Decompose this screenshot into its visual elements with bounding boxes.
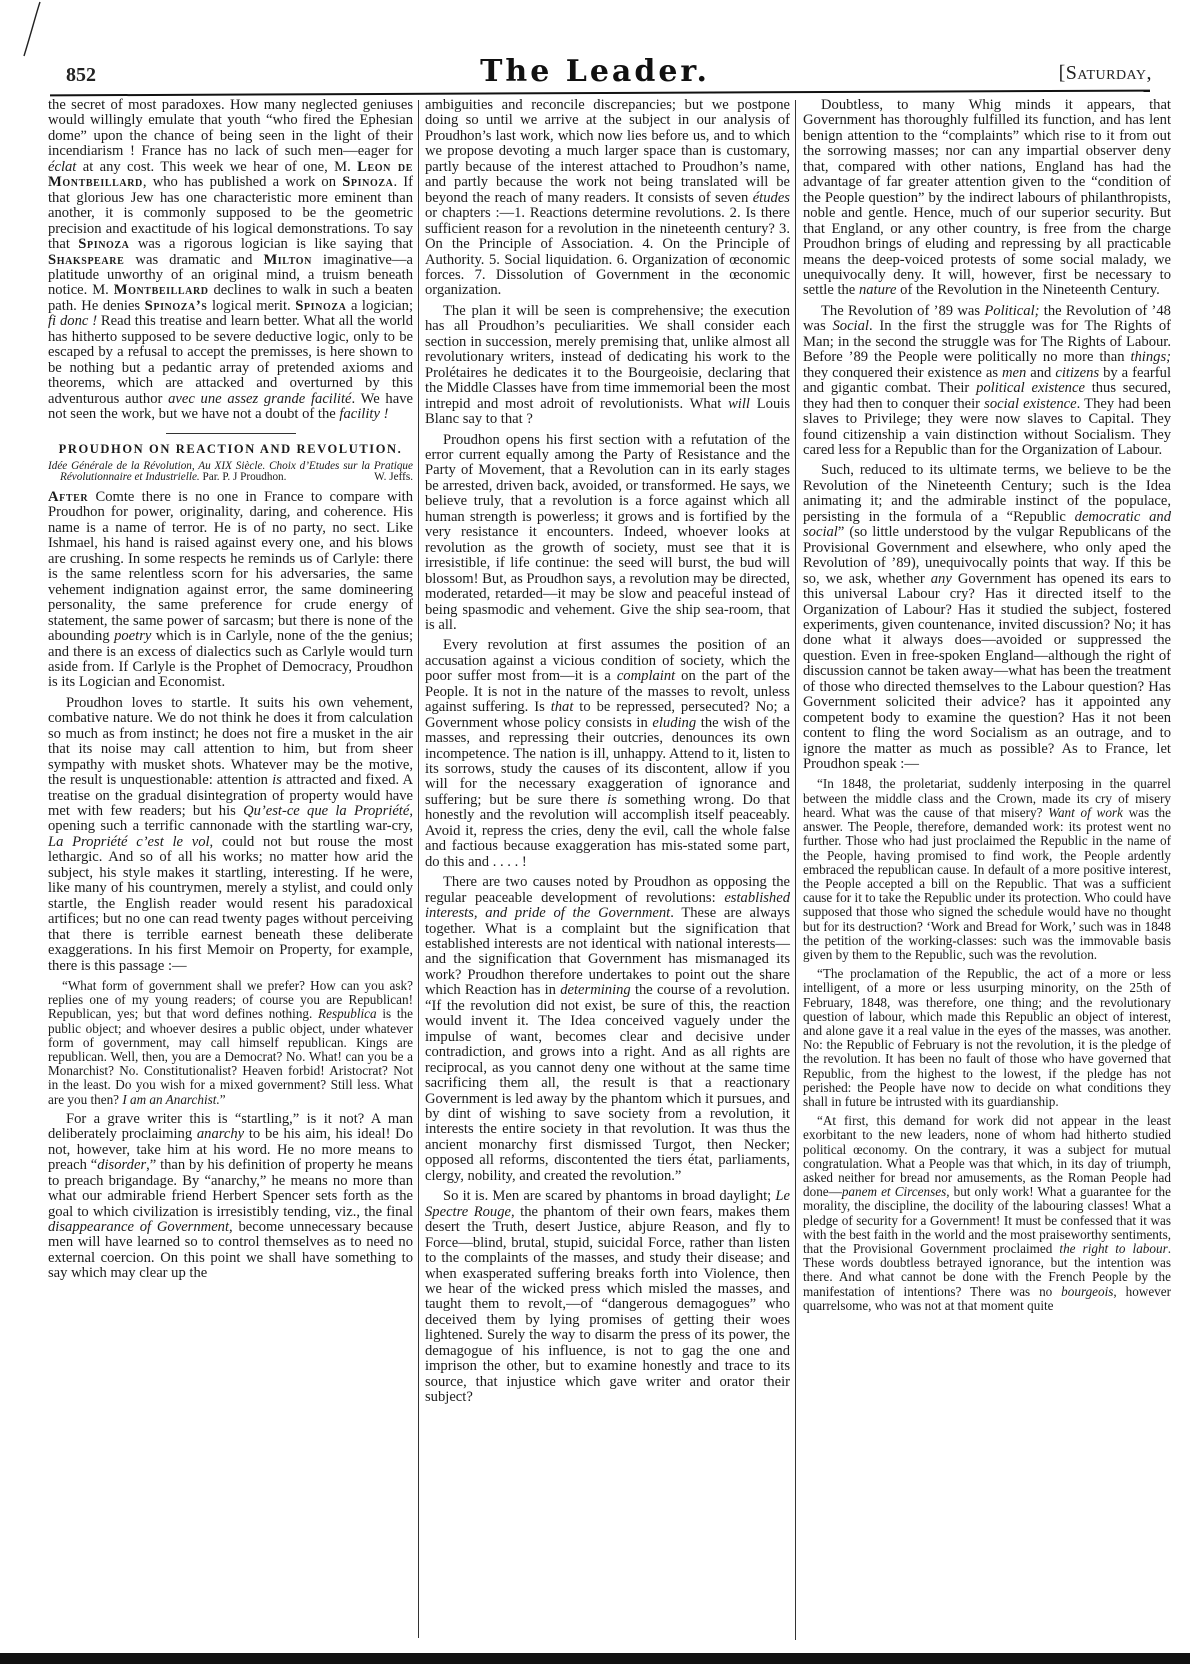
italic-text: facility ! (339, 406, 389, 423)
small-caps-name: Milton (263, 251, 312, 268)
paragraph: The Revolution of ’89 was Political; the Revolution of ’48 was Social. In the first the struggle was for The Rights of Man; in the second the struggle was for The Rights of Labour. Before ’89 the People were politically no more than things; they conquered their existence as men and citizens by a fearful and gigantic combat. Their political existence thus secured, they had then to conquer their social existence. They had been slaves to Privilege; they were now slaves to Capital. They found citizenship a vain distinction without Socialism. They cared less for a Republic than for the Organization of Labour. (803, 302, 1172, 458)
small-caps-name: Spinoza’s (144, 297, 208, 314)
section-divider (166, 433, 296, 434)
column-3 (803, 98, 1171, 1318)
paragraph: Such, reduced to its ultimate terms, we believe to be the Revolution of the Nineteenth Century; such is the Idea animating it; and the admirable instinct of the populace, persisting in the formula of a “Republic democratic and social” (so little understood by the vulgar Republicans of the Provisional Government and elsewhere, who only aped the Revolution of ’89), unequivocally points that way. If this be so, we ask, whether any Government has opened its ears to this universal Labour cry? Has it directed itself to the Organization of Labour? Has it studied the subject, fostered experiments, given countenance, invited discussion? No; it has done what it always does—avoided or suppressed the question. Even in free-spoken England—although the right of discussion cannot be taken away—what has been the treatment of those who directed themselves to the Labour question? Has Government solicited their advice? has it appointed any competent body to examine the question? Has it not been content to fling the word Socialism as an outrage, and to ignore the matter as much as possible? As to France, let Proudhon speak :— (803, 462, 1171, 773)
small-caps-name: Spinoza (342, 174, 394, 191)
small-caps-name: Montbeillard (113, 282, 209, 299)
italic-text: will (728, 395, 750, 412)
italic-text: anarchy (196, 1126, 245, 1143)
italic-text: political existence (976, 380, 1085, 397)
column-divider (418, 100, 419, 1638)
italic-text: democratic and social (803, 508, 1171, 541)
quoted-paragraph: “What form of government shall we prefer? How can you ask? replies one of my young readers; of course you are Republican! Republican, yes; but that word defines nothing. Respublica is the public object; and whoever desires a public object, under whatever form of government, may call himself republican. Kings are republican. Well, then, you are a Democrat? No. What! can you be a Monarchist? No. Constitutionalist? Heaven forbid! Aristocrat? Not in the least. Do you wish for a mixed government? Still less. What are you then? I am an Anarchist.” (48, 978, 413, 1107)
italic-text: avec une assez grande facilité (168, 390, 352, 407)
scan-bottom-edge (0, 1653, 1190, 1664)
paragraph: After Comte there is no one in France to compare with Proudhon for power, originality, daring, and coherence. His name is a name of terror. He is of no party, no sect. Like Ishmael, his hand is raised against every one, and his blows are crushing. In some respects he reminds us of Carlyle: there is the same relentless scorn for his adversaries, the same vehement indignation against error, the same domineering personality, the same preference for crude energy of statement, the same power of sarcasm; but there is none of the abounding poetry which is in Carlyle, none of the the genius; and there is an excess of dialectics such as Carlyle would turn aside from. If Carlyle is the Prophet of Democracy, Proudhon is its Logician and Economist. (48, 488, 414, 691)
italic-text: that (550, 699, 574, 716)
italic-text: Political; (984, 302, 1040, 319)
italic-text: La Propriété c’est le vol (48, 833, 210, 850)
small-caps-name: Spinoza (295, 297, 347, 314)
italic-text: is (272, 772, 282, 789)
italic-text: things; (1130, 349, 1171, 366)
paragraph: the secret of most paradoxes. How many neglected geniuses would willingly emulate that youth “who fired the Ephesian dome” upon the chance of being seen in the light of their incendiarism ! France has no lack of such men—eager for éclat at any cost. This week we hear of one, M. Leon de Montbeillard, who has published a work on Spinoza. If that glorious Jew has one characteristic more eminent than another, it is commonly supposed to be the geometric precision and exactitude of his logical demonstrations. To say that Spinoza was a rigorous logician is like saying that Shakspeare was dramatic and Milton imaginative—a platitude unworthy of an original mind, a truism beneath notice. M. Montbeillard declines to walk in such a beaten path. He denies Spinoza’s logical merit. Spinoza a logician; fi donc ! Read this treatise and learn better. What all the world has hitherto supposed to be severe deductive logic, only to be escaped by a refusal to accept the premisses, is here shown to be nothing but a pedantic array of pretended axioms and theorems, which are attacked and overturned by this adventurous author avec une assez grande facilité. We have not seen the work, but we have not a doubt of the facility ! (48, 97, 414, 423)
italic-text: Want of work (1048, 804, 1123, 820)
paragraph: There are two causes noted by Proudhon as opposing the regular peaceable development of revolutions: established interests, and pride of the Government. These are always together. What is a complaint but the signification that established interests are not identical with national interests—and the signification that Government has mismanaged its work? Proudhon therefore undertakes to point out the share which Reaction has in determining the course of a revolution. “If the revolution did not exist, be sure of this, the reaction would invent it. The Idea conceived vaguely under the impulse of want, becomes clear and decisive under contradiction, and grows into a right. And as all rights are reciprocal, as you cannot deny one without at the same time sacrificing them all, the result is that a reactionary Government is led away by the phantom which it pursues, and by dint of wishing to save society from a revolution, it interests the entire society in that revolution. It was thus the ancient monarchy first dismissed Turgot, then Necker; opposed all reforms, discontented the tiers état, parliaments, clergy, nobility, and created the revolution.” (425, 874, 790, 1184)
italic-text: panem et Circenses (841, 1184, 947, 1200)
issue-day: [Saturday, (1058, 62, 1152, 84)
column-2 (425, 98, 790, 1411)
italic-text: any (930, 570, 952, 587)
quoted-paragraph: “At first, this demand for work did not appear in the least exorbitant to the new leaders, none of whom had hitherto studied political œconomy. On the contrary, it was a subject for mutual congratulation. What a People was that which, in its day of triumph, asked neither for bread nor amusements, as the Roman People had done—panem et Circenses, but only work! What a guarantee for the morality, the discipline, the docility of the labouring classes! What a pledge of security for a Government! It must be confessed that it was with the best faith in the world and the most praiseworthy sentiments, that the Provisional Government proclaimed the right to labour. These words doubtless betrayed ignorance, but the intention was there. And what cannot be done with the French People by the manifestation of intentions? There was no bourgeois, however quarrelsome, who was not at that moment quite (803, 1113, 1172, 1313)
italic-text: eluding (652, 714, 697, 731)
small-caps-name: Shakspeare (48, 251, 125, 268)
newspaper-title: The Leader. (480, 54, 710, 89)
italic-text: complaint (616, 668, 676, 685)
italic-text: études (752, 189, 790, 206)
small-caps-name: After (48, 488, 89, 505)
paragraph: So it is. Men are scared by phantoms in broad daylight; Le Spectre Rouge, the phantom of their own fears, makes them desert the Truth, desert Justice, abjure Reason, and fly to Force—blind, brutal, stupid, suicidal Force, rather than listen to the complaints of the masses, and study their disease; and when exasperated suffering breaks forth into Violence, then we hear of the wicked press which misled the masses, and taught them to revolt,—of “dangerous demagogues” who deceived them by lying promises of getting their woes lightened. Surely the way to disarm the press of its power, the demagogue of his influence, is not to gag the one and imprison the other, but to examine honestly and trace to its source, that injustice which gave writer and orator their subject? (425, 1188, 790, 1406)
quoted-paragraph: “The proclamation of the Republic, the act of a more or less intelligent, of a more or less usurping minority, on the 25th of February, 1848, was therefore, one thing; and the revolutionary question of labour, which made this Republic an object of interest, and alone gave it a real value in the eyes of the masses, was another. No: the Republic of February is not the revolution, it is the pledge of the revolution. It has been no fault of those who have governed that Republic, from the highest to the lowest, if the pledge has not perished: the People have now to decide on what conditions they shall in future be intrusted with its guardianship. (803, 966, 1171, 1109)
italic-text: social existence (984, 395, 1077, 412)
paragraph: For a grave writer this is “startling,” is it not? A man deliberately proclaiming anarchy to be his aim, his ideal! Do not, however, take him at his word. He no more means to preach “disorder,” than by his definition of property he means to preach brigandage. By “anarchy,” he means no more than what our admirable friend Herbert Spencer sets forth as the goal to which civilization is irresistibly tending, viz., the final disappearance of Government, become unnecessary because men will have learned so to control themselves as to need no external coercion. On this point we shall have something to say which may clear up the (48, 1110, 414, 1282)
paragraph: Proudhon opens his first section with a refutation of the error current equally among the Party of Resistance and the Party of Movement, that a Revolution can in its early stages be arrested, driven back, avoided, or transformed. He says, we believe truly, that a revolution is a force against which all human strength is powerless; it grows and is fortified by the very resistance it encounters. Indeed, whoever looks at revolution as the growth of society, must see that it is irresistible, if life continue: the seed will burst, the bud will blossom! But, as Proudhon says, a revolution may be directed, moderated, retarded—it may be slow and peaceful instead of being spasmodic and vehement. Give the ship sea-room, that is all. (425, 431, 790, 633)
italic-text: disappearance of Government (48, 1219, 230, 1236)
column-3-body (803, 98, 1171, 1313)
italic-text: nature (858, 282, 897, 299)
italic-text: is (607, 791, 617, 808)
masthead (0, 44, 1190, 88)
article-heading: PROUDHON ON REACTION AND REVOLUTION. (58, 441, 403, 456)
italic-text: men (1001, 364, 1027, 381)
italic-text: Social (832, 318, 869, 335)
column-divider (795, 100, 796, 1640)
column-1 (48, 98, 413, 1287)
citation-author: Par. P. J Proudhon. (202, 471, 287, 484)
paragraph: The plan it will be seen is comprehensive; the execution has all Proudhon’s peculiarities. We shall consider each section in succession, merely premising that, unlike almost all revolutionary writers, instead of dedicating his work to the Prolétaires he dedicates it to the Bourgeoisie, declaring that the Middle Classes have from time immemorial been the most intrepid and most adroit of revolutionists. What will Louis Blanc say to that ? (425, 302, 791, 428)
paragraph: Proudhon loves to startle. It suits his own vehement, combative nature. We do not think he does it from calculation so much as from instinct; he does not fire a musket in the air that its noise may call attention to him, but from sheer sympathy with musket shots. Whatever may be the motive, the result is unquestionable: attention is attracted and fixed. A treatise on the gradual disintegration of property would have met with few readers; but his Qu’est-ce que la Propriété, opening such a terrific cannonade with the startling war-cry, La Propriété c’est le vol, could not but rouse the most lethargic. And so of all his works; no matter how arid the subject, his style makes it startling, interesting. If he were, like many of his countrymen, merely a stylist, and could only startle, the English reader would resent his paradoxical artifices; but no one can read twenty pages without perceiving that there is terrible earnest beneath these deliberate exaggerations. In his first Memoir on Property, for example, there is this passage :— (48, 694, 414, 974)
italic-text: Le Spectre Rouge (425, 1188, 790, 1220)
column-2-body (425, 98, 790, 1406)
page-number: 852 (66, 64, 96, 86)
paragraph: Doubtless, to many Whig minds it appears, that Government has thoroughly fulfilled its function, and has lent benign attention to the “complaints” which rise to it from out the sorrowing masses; nor can any impartial observer deny that, compared with other nations, England has had the advantage of far greater attention given to the “condition of the People question” by the indirect labours of philanthropists, noble and gentle. Hence, much of our superior security. But that England, or any other country, is free from the charge Proudhon brings of eluding and repressing by all practicable means the deep-voiced protests of some social malady, we unequivocally deny. It will, however, first be necessary to settle the nature of the Revolution in the Nineteenth Century. (803, 97, 1171, 299)
italic-text: bourgeois (1061, 1283, 1114, 1299)
paragraphs-before (48, 98, 413, 423)
paragraph: Every revolution at first assumes the position of an accusation against a vicious condition of society, which the poor suffer most from—it is a complaint on the part of the People. It is not in the nature of the masses to revolt, unless against suffering. Is that to be repressed, persecuted? No; a Government whose policy consists in eluding the wish of the masses, and repressing their outcries, denounces its own incompetence. The nation is ill, unhappy. Attend to it, listen to its sorrows, study the causes of its discontent, allow if you will for the necessary exaggeration of ignorance and suffering; but be sure there is something wrong. Do that honestly and the revolution will accomplish itself peaceably. Avoid it, repress the cries, deny the evil, call the whole false and factious because exaggeration has mis-stated some part, do this and . . . . ! (425, 637, 791, 870)
italic-text: I am an Anarchist. (122, 1091, 220, 1107)
italic-text: citizens (1055, 364, 1100, 381)
book-citation (48, 461, 413, 484)
italic-text: éclat (48, 158, 77, 175)
italic-text: determining (560, 982, 631, 999)
italic-text: Respublica (318, 1006, 377, 1022)
paragraphs-after (48, 490, 413, 1282)
citation-publisher: W. Jeffs. (374, 471, 413, 484)
citation-title: Idée Générale de la Révolution, Au XIX Siècle. Choix d’Etudes sur la Pratique Révolutionnaire et Industrielle. (48, 459, 413, 484)
small-caps-name: Leon de Montbeillard (48, 158, 413, 191)
italic-text: disorder (97, 1157, 147, 1174)
header-rule (50, 90, 1150, 97)
italic-text: Qu’est-ce que la Propriété (243, 803, 410, 820)
italic-text: established interests, and pride of the Government (425, 889, 790, 922)
italic-text: the right to labour (1059, 1240, 1168, 1256)
italic-text: poetry (114, 628, 152, 645)
quoted-paragraph: “In 1848, the proletariat, suddenly interposing in the quarrel between the middle class and the Crown, made its cry of misery heard. What was the cause of that misery? Want of work was the answer. The People, therefore, demanded work: its protest went no further. Those who had just proclaimed the Republic in the name of the People, having promised to find work, the People ardently embraced the republican cause. In default of a more positive interest, the People accepted a bill on the Republic. That was a sufficient cause for it to take the Republic under its protection. Who could have supposed that those who signed the schedule would have no thought but for its destruction? ‘Work and Bread for Work,’ such was in 1848 the petition of the working-classes: such was the immovable basis given by them to the Republic, such was the revolution. (803, 776, 1171, 962)
small-caps-name: Spinoza (78, 236, 130, 253)
italic-text: fi donc ! (48, 313, 98, 330)
paragraph: ambiguities and reconcile discrepancies; but we postpone doing so until we arrive at the subject in our analysis of Proudhon’s last work, which now lies before us, and to which we propose devoting a much larger space than is customary, partly because of the interest attached to Proudhon’s name, and partly because the work not being translated will be beyond the reach of many readers. It consists of seven études or chapters :—1. Reactions determine revolutions. 2. Is there sufficient reason for a revolution in the nineteenth century? 3. On the Principle of Association. 4. On the Principle of Authority. 5. Social liquidation. 6. Organization of œconomic forces. 7. Dissolution of Government in the œconomic organization. (425, 97, 790, 299)
